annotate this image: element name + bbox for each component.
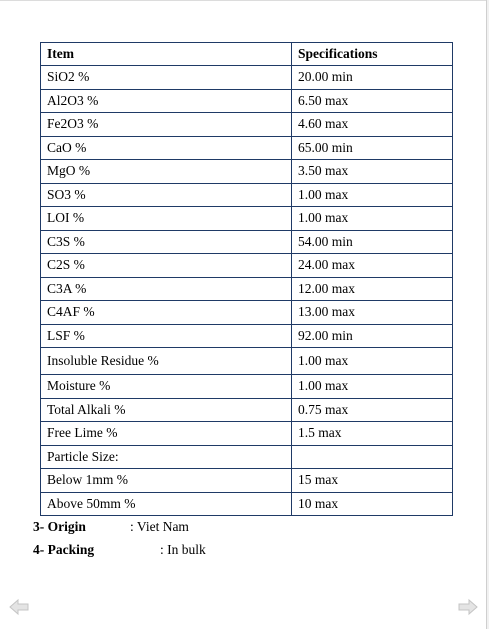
table-row [41,492,453,516]
table-row [41,301,453,325]
table-row [41,89,453,113]
table-row [41,445,453,469]
item-cell: SiO2 % [41,66,292,90]
table-row [41,254,453,278]
table-row [41,113,453,137]
spec-cell: 1.5 max [292,422,453,446]
item-cell: Above 50mm % [41,492,292,516]
item-cell: C3A % [41,277,292,301]
item-cell: LSF % [41,324,292,348]
spec-cell: 20.00 min [292,66,453,90]
item-cell: MgO % [41,160,292,184]
specifications-table [40,42,453,516]
item-cell: CaO % [41,136,292,160]
table-row [41,207,453,231]
spec-cell: 12.00 max [292,277,453,301]
item-cell: Fe2O3 % [41,113,292,137]
item-cell: SO3 % [41,183,292,207]
header-specifications: Specifications [292,43,453,66]
spec-cell: 3.50 max [292,160,453,184]
table-row [41,183,453,207]
table-row [41,375,453,399]
spec-cell: 10 max [292,492,453,516]
spec-cell: 1.00 max [292,375,453,399]
spec-cell: 92.00 min [292,324,453,348]
item-cell: Al2O3 % [41,89,292,113]
spec-cell [292,445,453,469]
item-cell: Insoluble Residue % [41,348,292,375]
item-cell: C3S % [41,230,292,254]
item-cell: Moisture % [41,375,292,399]
item-cell: Total Alkali % [41,398,292,422]
spec-cell: 4.60 max [292,113,453,137]
spec-cell: 24.00 max [292,254,453,278]
item-cell: C4AF % [41,301,292,325]
right-arrow-icon[interactable] [457,598,479,616]
packing-value: : In bulk [160,542,206,557]
packing-line [33,542,233,558]
table-row [41,469,453,493]
item-cell: Particle Size: [41,445,292,469]
table-row [41,324,453,348]
spec-cell: 6.50 max [292,89,453,113]
page-edge-top [0,0,489,1]
spec-cell: 0.75 max [292,398,453,422]
item-cell: LOI % [41,207,292,231]
table-row [41,398,453,422]
left-arrow-icon[interactable] [8,598,30,616]
origin-line [33,519,233,535]
spec-cell: 54.00 min [292,230,453,254]
origin-value: : Viet Nam [130,519,189,534]
origin-label: 3- Origin [33,519,86,534]
packing-label: 4- Packing [33,542,95,557]
table-row [41,422,453,446]
table-row [41,160,453,184]
spec-cell: 1.00 max [292,348,453,375]
spec-cell: 65.00 min [292,136,453,160]
table-header-row [41,43,453,66]
table-row [41,66,453,90]
spec-cell: 15 max [292,469,453,493]
table-row [41,348,453,375]
header-item: Item [41,43,292,66]
spec-cell: 1.00 max [292,207,453,231]
table-row [41,136,453,160]
table-row [41,230,453,254]
spec-cell: 1.00 max [292,183,453,207]
item-cell: Free Lime % [41,422,292,446]
item-cell: Below 1mm % [41,469,292,493]
table-row [41,277,453,301]
spec-cell: 13.00 max [292,301,453,325]
item-cell: C2S % [41,254,292,278]
